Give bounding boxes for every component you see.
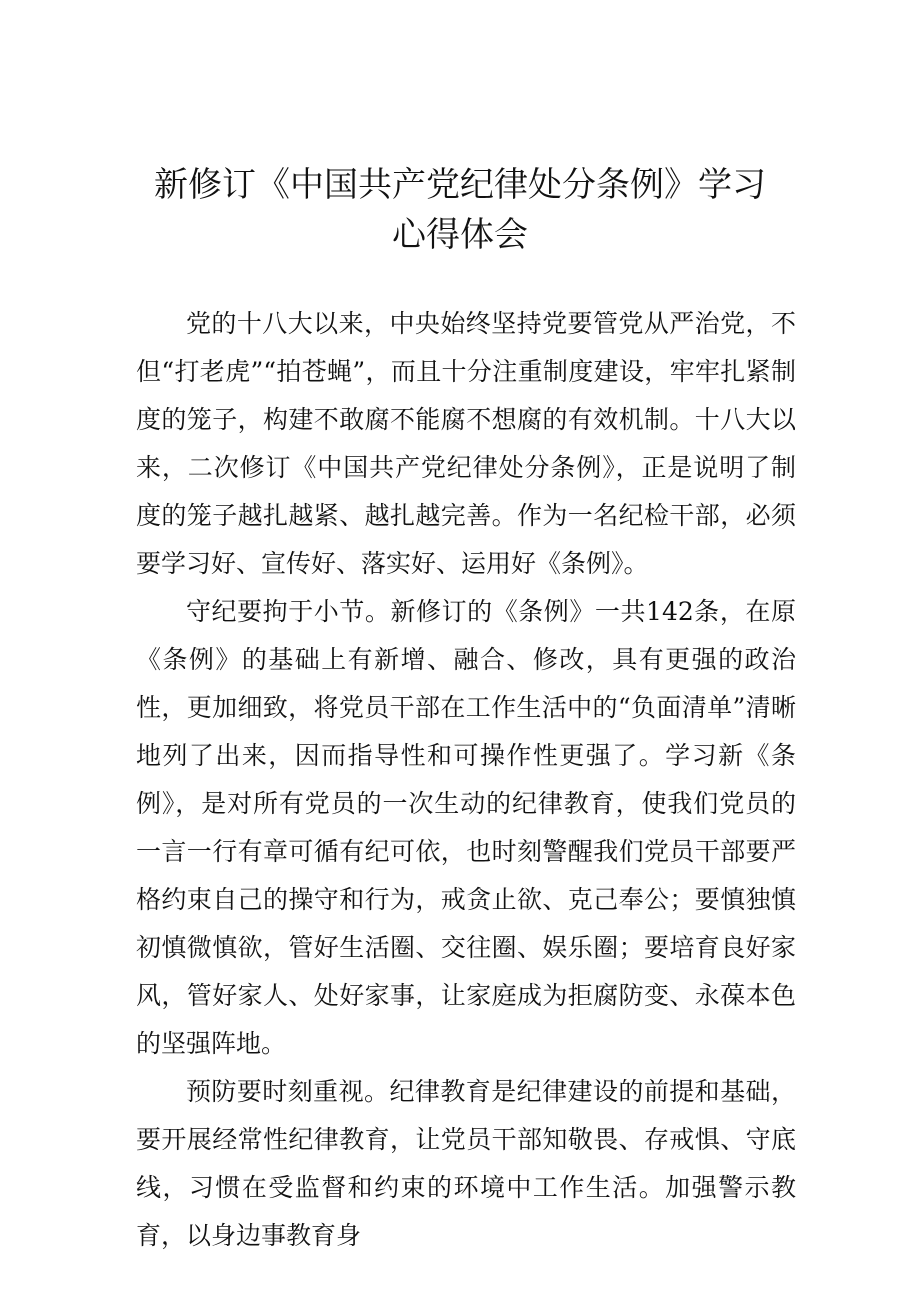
document-title <box>100 160 820 260</box>
paragraph-1: 党的十八大以来，中央始终坚持党要管党从严治党，不但“打老虎”“拍苍蝇”，而且十分注重制度建设，牢牢扎紧制度的笼子，构建不敢腐不能腐不想腐的有效机制。十八大以来，二次修订《中国共产党纪律处分条例》，正是说明了制度的笼子越扎越紧、越扎越完善。作为一名纪检干部，必须要学习好、宣传好、落实好、运用好《条例》。 <box>136 309 796 578</box>
paragraph-3: 预防要时刻重视。纪律教育是纪律建设的前提和基础，要开展经常性纪律教育，让党员干部知敬畏、存戒惧、守底线，习惯在受监督和约束的环境中工作生活。加强警示教育，以身边事教育身 <box>136 1077 796 1250</box>
document-body <box>136 300 796 1260</box>
title-line-2: 心得体会 <box>392 215 528 255</box>
title-line-1: 新修订《中国共产党纪律处分条例》学习 <box>154 165 766 205</box>
paragraph-2: 守纪要拘于小节。新修订的《条例》一共142条，在原《条例》的基础上有新增、融合、修改，具有更强的政治性，更加细致，将党员干部在工作生活中的“负面清单”清晰地列了出来，因而指导性和可操作性更强了。学习新《条例》，是对所有党员的一次生动的纪律教育，使我们党员的一言一行有章可循有纪可依，也时刻警醒我们党员干部要严格约束自己的操守和行为，戒贪止欲、克己奉公；要慎独慎初慎微慎欲，管好生活圈、交往圈、娱乐圈；要培育良好家风，管好家人、处好家事，让家庭成为拒腐防变、永葆本色的坚强阵地。 <box>136 597 796 1058</box>
